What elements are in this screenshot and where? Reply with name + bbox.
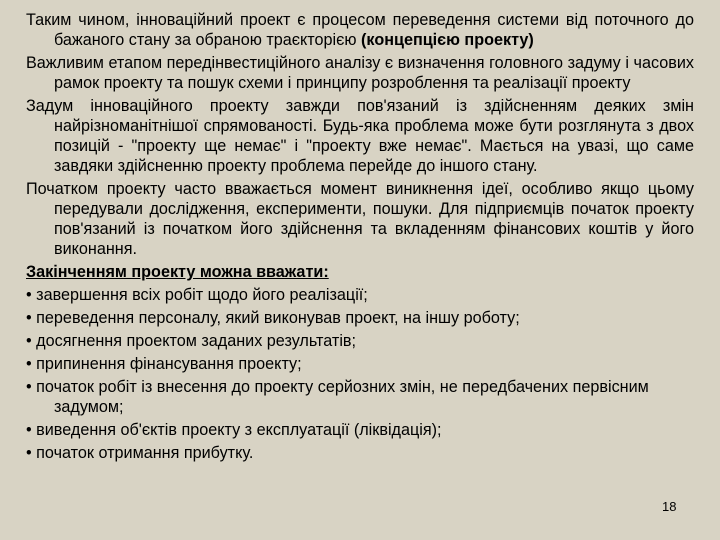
paragraph-text: Початком проекту часто вважається момент виникнення ідеї, особливо якщо цьому передували дослідження, експерименти, пошуки. Для підприємців початок проекту пов'язаний із початком його здійснення та вкладенням фінансових коштів у його виконання.	[26, 180, 694, 258]
paragraph-text: Важливим етапом передінвестиційного аналізу є визначення головного задуму і часових рамок проекту та пошук схеми і принципу розроблення та реалізації проекту	[26, 54, 694, 92]
list-item: • початок отримання прибутку.	[26, 444, 254, 462]
list-item: • досягнення проектом заданих результатів;	[26, 332, 357, 350]
slide-content	[26, 10, 694, 466]
list-item: • переведення персоналу, який виконував проект, на іншу роботу;	[26, 309, 520, 327]
list-item: • початок робіт із внесення до проекту серйозних змін, не передбачених первісним задумом;	[26, 378, 649, 416]
paragraph-text: Задум інноваційного проекту завжди пов'язаний із здійсненням деяких змін найрізноманітнішої спрямованості. Будь-яка проблема може бути розглянута з двох позицій - "проекту ще немає" і "проекту вже немає". Мається на увазі, що саме завдяки здійсненню проекту проблема перейде до іншого стану.	[26, 97, 694, 175]
paragraph-conclusion	[26, 10, 694, 50]
paragraph-project-start	[26, 179, 694, 259]
paragraph-text: Таким чином, інноваційний проект є процесом переведення системи від поточного до бажаного стану за обраною траєкторією	[26, 11, 694, 49]
project-end-list	[26, 285, 694, 463]
list-item: • припинення фінансування проекту;	[26, 355, 302, 373]
paragraph-pre-investment	[26, 53, 694, 93]
list-item: • виведення об'єктів проекту з експлуатації (ліквідація);	[26, 421, 442, 439]
list-heading: Закінченням проекту можна вважати:	[26, 263, 329, 281]
paragraph-bold-term: (концепцією проекту)	[361, 31, 534, 49]
list-item: • завершення всіх робіт щодо його реалізації;	[26, 286, 368, 304]
page-number: 18	[662, 499, 677, 514]
paragraph-project-idea	[26, 96, 694, 176]
